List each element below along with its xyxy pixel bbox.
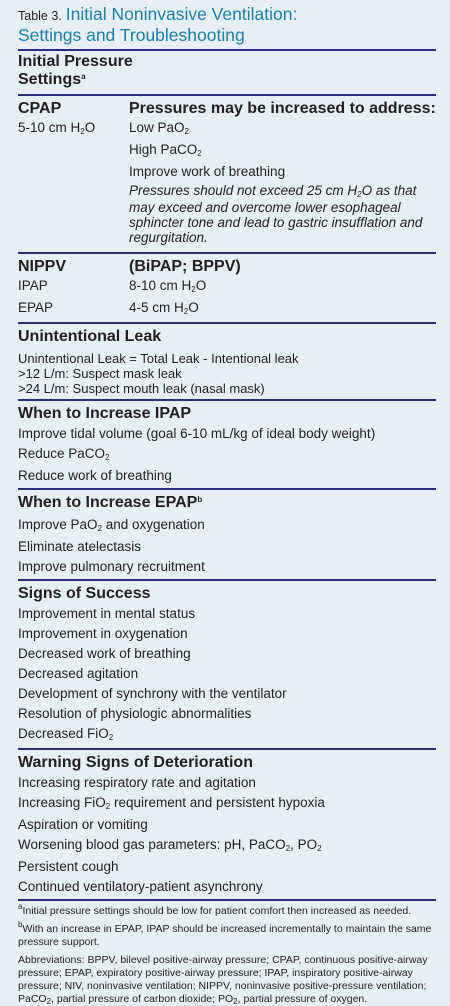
footnote-a: $^a$Initial pressure settings should be low for patient comfort then increased as needed. [18,902,412,917]
list-item: Eliminate atelectasis [18,539,142,554]
list-item: Improvement in oxygenation [18,626,188,641]
table-row: IPAP 8-10 cm $H_2O$ [18,278,207,294]
list-item: Improve pulmonary recruitment [18,559,205,574]
list-item: >12 L/m: Suspect mask leak [18,366,182,381]
list-item: Development of synchrony with the ventilator [18,686,287,701]
cpap-section [18,96,436,252]
list-item: Aspiration or vomiting [18,817,148,832]
table-label: Table 3. [18,9,62,23]
list-item: High PaCO$_2$ [129,142,202,158]
leak-section [18,324,436,399]
nippv-section [18,254,436,322]
footnotes [18,901,436,1006]
nippv-right-heading: (BiPAP; BPPV) [129,258,241,275]
success-section [18,581,436,748]
warning-section [18,750,436,899]
cpap-range: 5-10 cm $H_2O$ [18,120,96,136]
list-item: Decreased FiO$_2$ [18,726,114,742]
epap-heading: When to Increase EPAP$^b$ [18,494,203,511]
title-line-2: Settings and Troubleshooting [18,25,245,45]
success-heading: Signs of Success [18,585,151,602]
initial-settings-heading: Initial Pressure Settings$^a$ [18,53,133,88]
cpap-right-heading: Pressures may be increased to address: [129,100,436,117]
list-item: Continued ventilatory-patient asynchrony [18,879,263,894]
list-item: Improve PaO$_2$ and oxygenation [18,517,205,533]
list-item: Increasing FiO$_2$ requirement and persistent hypoxia [18,795,325,811]
epap-section [18,490,436,579]
list-item: Worsening blood gas parameters: pH, PaCO$_2$, $PO_2$ [18,837,322,853]
cpap-note: Pressures should not exceed 25 cm $H_2O$ as that may exceed and overcome lower esophageal sphincter tone and lead to gastric insufflation and regurgitation. [129,183,423,245]
table-row: EPAP 4-5 cm $H_2O$ [18,300,199,316]
list-item: Low PaO$_2$ [129,120,189,136]
list-item: Increasing respiratory rate and agitation [18,775,256,790]
ipap-heading: When to Increase IPAP [18,405,192,422]
ipap-section [18,401,436,488]
cpap-heading: CPAP [18,100,62,117]
nippv-heading: NIPPV [18,258,67,275]
list-item: Reduce work of breathing [18,468,172,483]
footnote-b: $^b$With an increase in EPAP, IPAP should be increased incrementally to maintain the same pressure support. [18,920,432,948]
table-title [18,5,436,45]
leak-heading: Unintentional Leak [18,328,162,345]
list-item: Decreased agitation [18,666,139,681]
list-item: >24 L/m: Suspect mouth leak (nasal mask) [18,381,265,396]
list-item: Improve work of breathing [129,164,286,179]
list-item: Unintentional Leak = Total Leak - Intentional leak [18,351,299,366]
warning-heading: Warning Signs of Deterioration [18,754,253,771]
list-item: Resolution of physiologic abnormalities [18,706,252,721]
list-item: Decreased work of breathing [18,646,191,661]
list-item: Improvement in mental status [18,606,196,621]
abbreviations: Abbreviations: BPPV, bilevel positive-airway pressure; CPAP, continuous positive-airway pressure; EPAP, expiratory positive-airway pressure; IPAP, inspiratory positive-airway pressure; NIV, noninvasive ventilation; NIPPV, noninvasive positive-pressure ventilation; PaCO$_2$, partial pressure of carbon dioxide; $PO_2$, partial pressure of oxygen. [18,954,428,1006]
list-item: Improve tidal volume (goal 6-10 mL/kg of ideal body weight) [18,426,376,441]
list-item: Persistent cough [18,859,119,874]
title-line-1: Initial Noninvasive Ventilation: [65,4,298,24]
list-item: Reduce PaCO$_2$ [18,446,110,462]
